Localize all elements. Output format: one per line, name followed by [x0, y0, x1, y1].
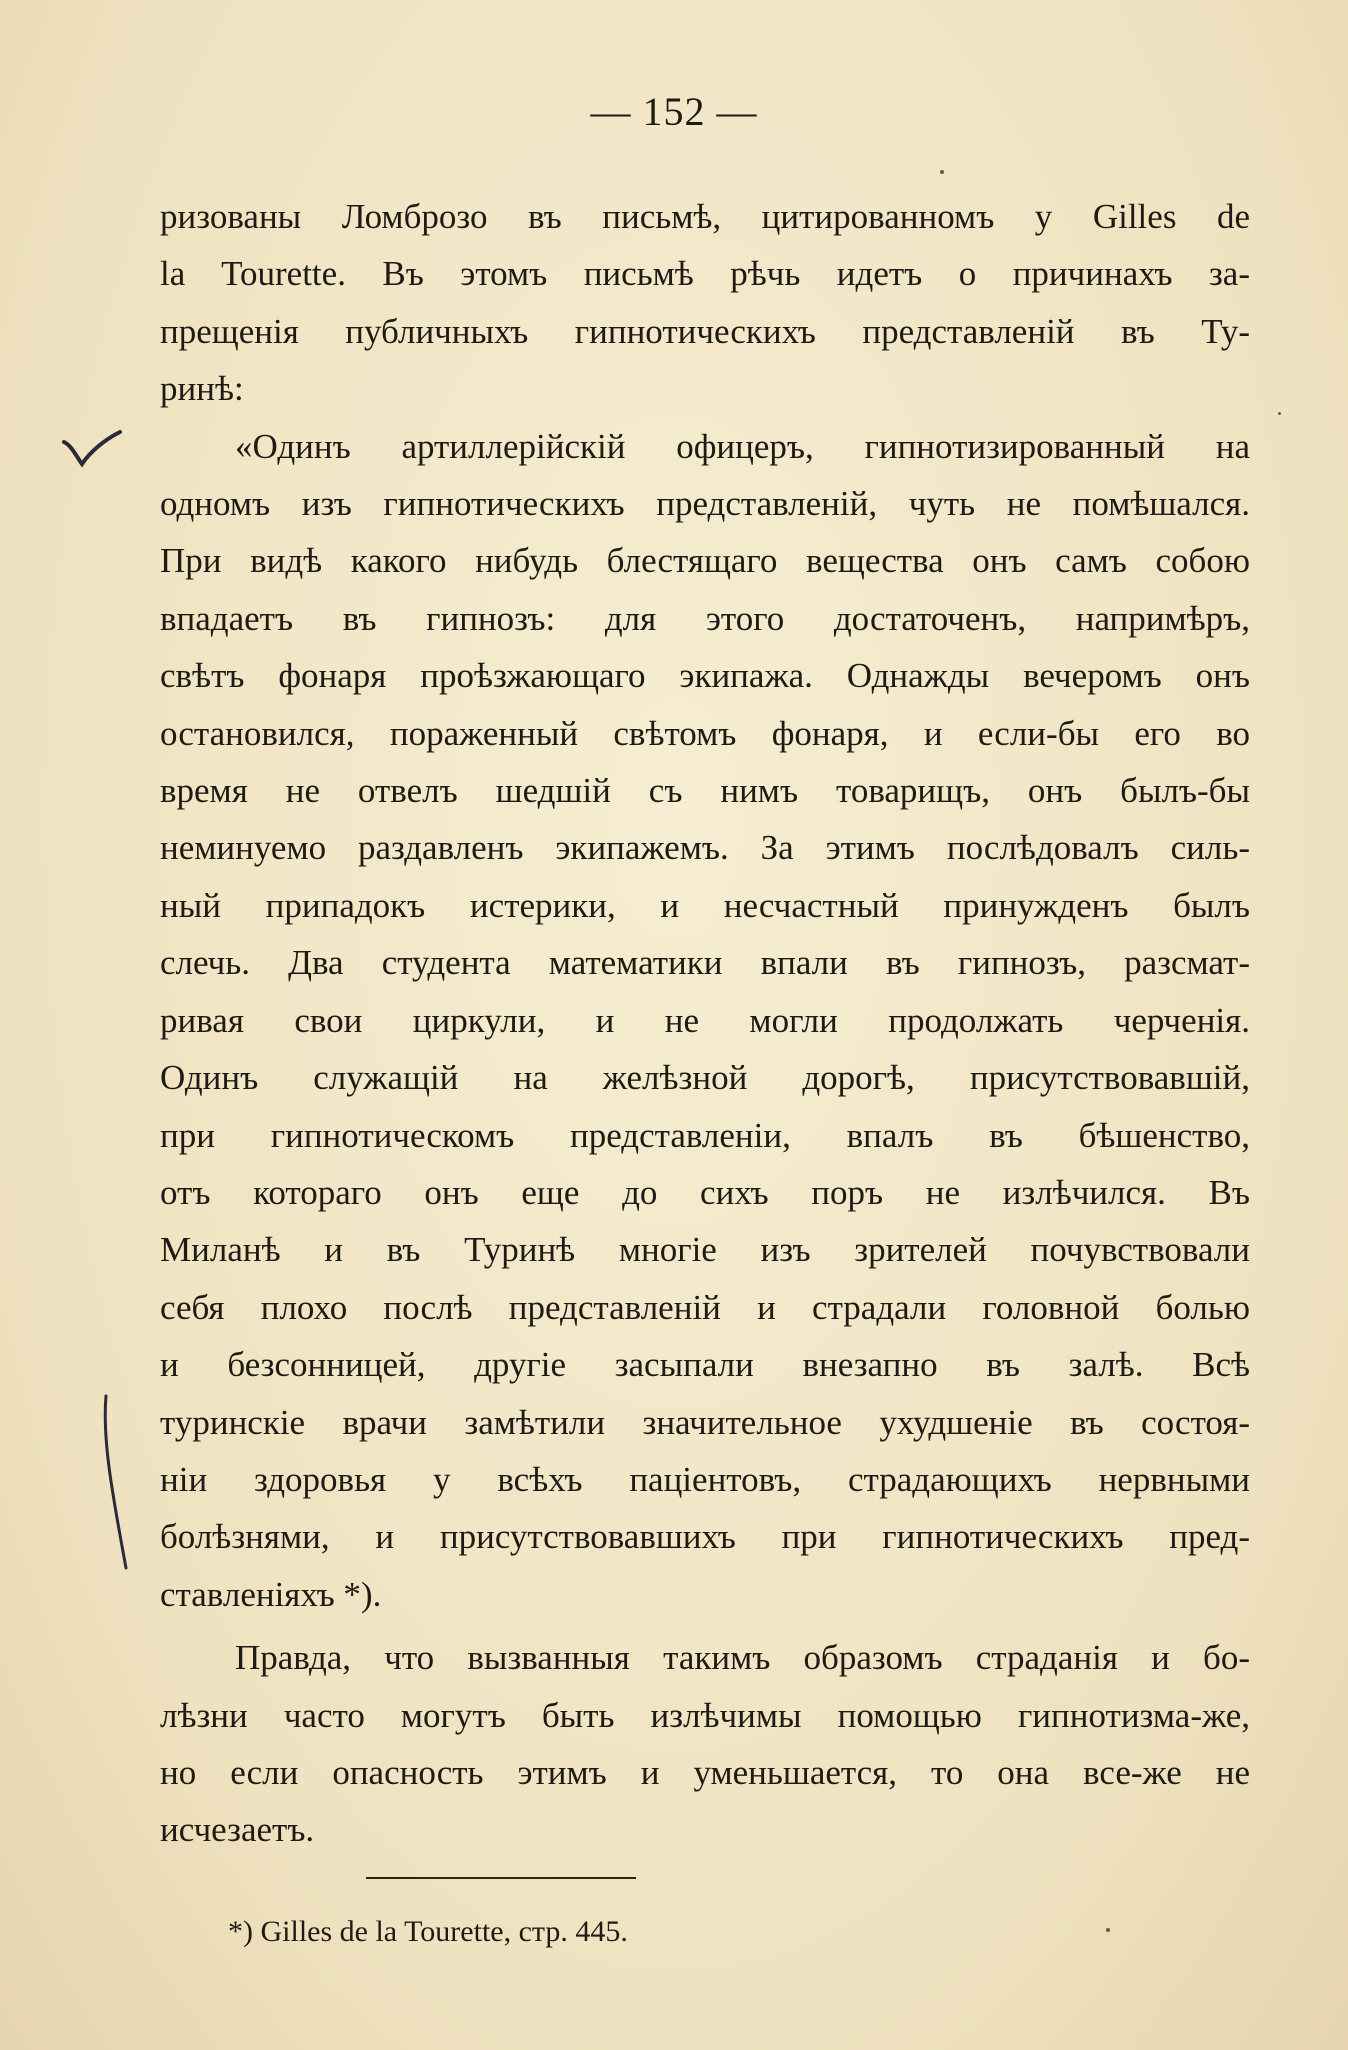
paper-speck — [1106, 1928, 1110, 1932]
footnote: *) Gilles de la Tourette, стр. 445. — [228, 1915, 628, 1948]
text-line: исчезаетъ. — [160, 1810, 315, 1850]
text-line: туринскіе врачи замѣтили значительное ухудшеніе въ состоя- — [160, 1402, 1250, 1442]
text-line: ринѣ: — [160, 369, 244, 409]
paragraph-3 — [160, 1629, 1250, 1859]
text-line: Одинъ служащій на желѣзной дорогѣ, присутствовавшій, — [160, 1058, 1250, 1098]
footnote-divider — [366, 1877, 636, 1879]
text-line: остановился, пораженный свѣтомъ фонаря, и если-бы его во — [160, 713, 1250, 753]
text-line: При видѣ какого нибудь блестящаго вещества онъ самъ собою — [160, 541, 1250, 581]
text-line: ніи здоровья у всѣхъ паціентовъ, страдающихъ нервными — [160, 1459, 1250, 1499]
paper-speck — [1278, 412, 1281, 415]
check-mark-annotation — [60, 428, 124, 470]
page-number: — 152 — — [590, 89, 758, 134]
text-line: слечь. Два студента математики впали въ гипнозъ, разсмат- — [160, 943, 1250, 983]
text-line: одномъ изъ гипнотическихъ представленій, чуть не помѣшался. — [160, 484, 1250, 524]
text-line: ризованы Ломброзо въ письмѣ, цитированномъ у Gilles de — [160, 197, 1250, 236]
text-line: и безсонницей, другіе засыпали внезапно въ залѣ. Всѣ — [160, 1345, 1250, 1385]
text-line: свѣтъ фонаря проѣзжающаго экипажа. Однажды вечеромъ онъ — [160, 656, 1250, 696]
text-line: прещенія публичныхъ гипнотическихъ представленій въ Ту- — [160, 311, 1250, 351]
text-line: «Одинъ артиллерійскій офицеръ, гипнотизированный на — [235, 426, 1250, 466]
text-line: но если опасность этимъ и уменьшается, то она все-же не — [160, 1752, 1250, 1792]
margin-bracket-annotation — [96, 1392, 136, 1572]
paragraph-1 — [160, 188, 1250, 418]
text-line: лѣзни часто могутъ быть излѣчимы помощью гипнотизма-же, — [160, 1695, 1250, 1735]
text-line: себя плохо послѣ представленій и страдали головной болью — [160, 1287, 1250, 1327]
body-text — [160, 188, 1250, 1859]
text-line: неминуемо раздавленъ экипажемъ. За этимъ послѣдовалъ силь- — [160, 828, 1250, 868]
text-line: ривая свои циркули, и не могли продолжать черченія. — [160, 1000, 1250, 1040]
text-line: впадаетъ въ гипнозъ: для этого достаточенъ, напримѣръ, — [160, 598, 1250, 638]
text-line: при гипнотическомъ представленіи, впалъ въ бѣшенство, — [160, 1115, 1250, 1155]
text-line: Правда, что вызванныя такимъ образомъ страданія и бо- — [235, 1638, 1250, 1678]
text-line: болѣзнями, и присутствовавшихъ при гипнотическихъ пред- — [160, 1517, 1250, 1557]
text-line: Миланѣ и въ Туринѣ многіе изъ зрителей почувствовали — [160, 1230, 1250, 1270]
text-line: ный припадокъ истерики, и несчастный принужденъ былъ — [160, 885, 1250, 925]
text-line: отъ котораго онъ еще до сихъ поръ не излѣчился. Въ — [160, 1172, 1250, 1212]
text-line: ставленіяхъ *). — [160, 1574, 382, 1614]
text-line: время не отвелъ шедшій съ нимъ товарищъ, онъ былъ-бы — [160, 771, 1250, 811]
text-line: la Tourette. Въ этомъ письмѣ рѣчь идетъ о причинахъ за- — [160, 254, 1250, 294]
paper-speck — [940, 170, 944, 174]
paragraph-2-quotation — [160, 418, 1250, 1624]
